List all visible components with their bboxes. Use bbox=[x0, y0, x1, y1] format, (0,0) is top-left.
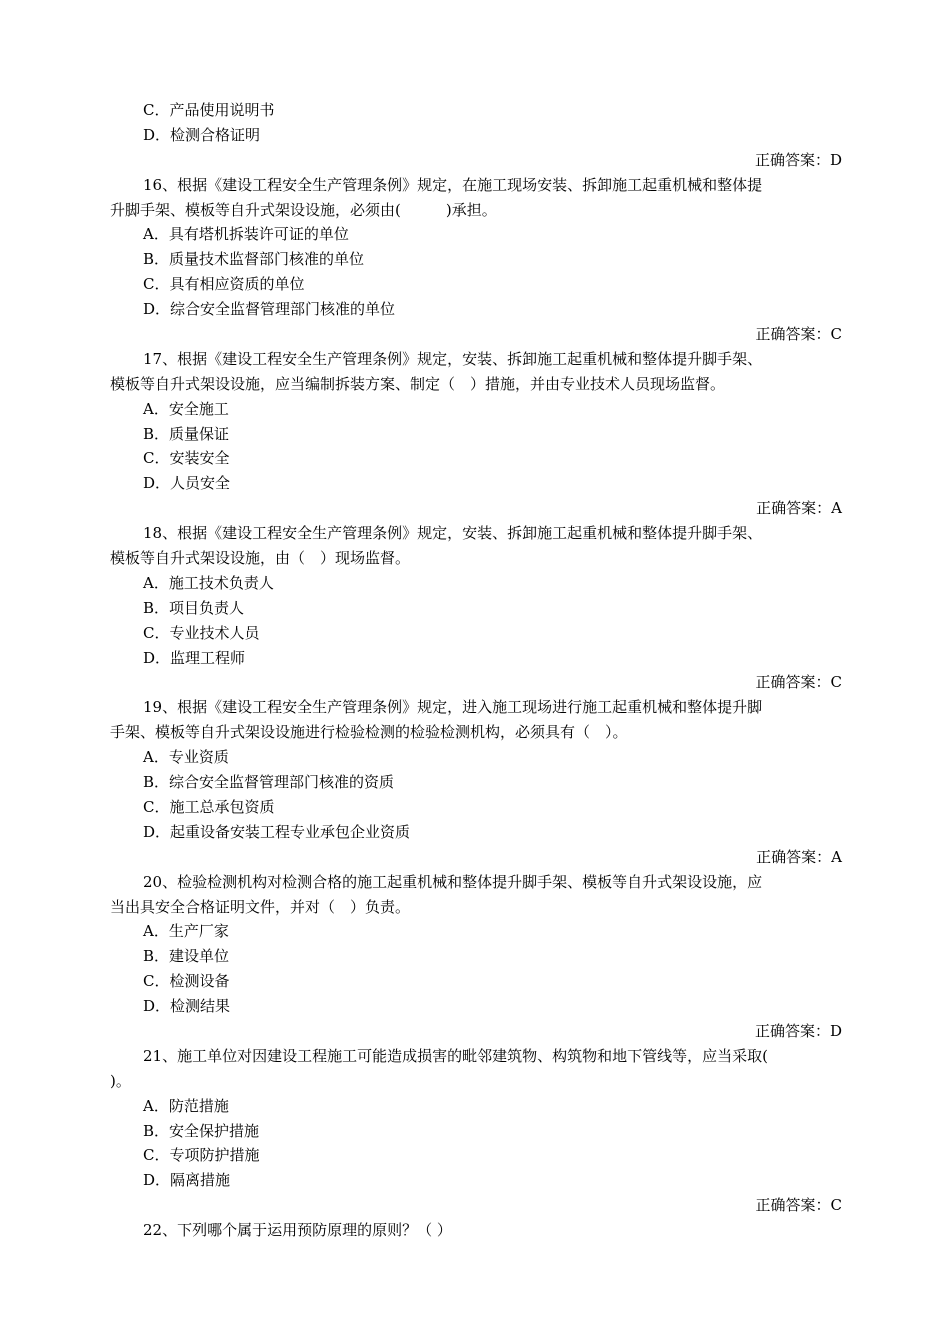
question-text: 22、下列哪个属于运用预防原理的原则？（ ） bbox=[143, 1221, 452, 1240]
correct-answer: 正确答案：D bbox=[754, 1021, 842, 1040]
answer-option: D．隔离措施 bbox=[143, 1171, 231, 1190]
question-text-continued: 模板等自升式架设设施，由（ ）现场监督。 bbox=[110, 549, 411, 568]
correct-answer: 正确答案：D bbox=[754, 150, 842, 169]
answer-option: B．安全保护措施 bbox=[143, 1121, 260, 1140]
question-text-continued: 模板等自升式架设设施，应当编制拆装方案、制定（ ）措施，并由专业技术人员现场监督。 bbox=[110, 374, 726, 393]
answer-option: C．安装安全 bbox=[143, 449, 230, 468]
answer-option: D．综合安全监督管理部门核准的单位 bbox=[143, 300, 396, 319]
answer-option: C．专项防护措施 bbox=[143, 1146, 260, 1165]
document-page bbox=[110, 98, 842, 1243]
question-text-continued: 手架、模板等自升式架设设施进行检验检测的检验检测机构，必须具有（ ）。 bbox=[110, 723, 628, 742]
answer-option: C．专业技术人员 bbox=[143, 623, 260, 642]
answer-option: C．产品使用说明书 bbox=[143, 101, 275, 119]
question-text: 18、根据《建设工程安全生产管理条例》规定，安装、拆卸施工起重机械和整体提升脚手架、 bbox=[143, 524, 763, 543]
answer-option: D．检测合格证明 bbox=[143, 125, 261, 144]
answer-option: A．防范措施 bbox=[143, 1096, 229, 1115]
answer-option: D．起重设备安装工程专业承包企业资质 bbox=[143, 822, 411, 841]
question-text: 19、根据《建设工程安全生产管理条例》规定，进入施工现场进行施工起重机械和整体提升脚 bbox=[143, 698, 763, 717]
question-text-continued: 当出具安全合格证明文件，并对（ ）负责。 bbox=[110, 897, 411, 916]
answer-option: A．专业资质 bbox=[143, 748, 229, 767]
correct-answer: 正确答案：A bbox=[756, 499, 842, 518]
answer-option: A．安全施工 bbox=[143, 399, 229, 418]
answer-option: A．具有塔机拆装许可证的单位 bbox=[143, 225, 349, 244]
question-text: 20、检验检测机构对检测合格的施工起重机械和整体提升脚手架、模板等自升式架设设施，应 bbox=[143, 872, 763, 891]
correct-answer: 正确答案：C bbox=[755, 325, 842, 344]
correct-answer: 正确答案：C bbox=[755, 673, 842, 692]
answer-option: B．项目负责人 bbox=[143, 598, 245, 617]
question-text: 17、根据《建设工程安全生产管理条例》规定，安装、拆卸施工起重机械和整体提升脚手架、 bbox=[143, 349, 763, 368]
answer-option: D．人员安全 bbox=[143, 474, 231, 493]
question-text-continued: 升脚手架、模板等自升式架设设施，必须由( )承担。 bbox=[110, 200, 497, 219]
answer-option: C．检测设备 bbox=[143, 972, 230, 991]
answer-option: B．综合安全监督管理部门核准的资质 bbox=[143, 773, 395, 792]
answer-option: B．建设单位 bbox=[143, 947, 230, 966]
question-text: 16、根据《建设工程安全生产管理条例》规定，在施工现场安装、拆卸施工起重机械和整体提 bbox=[143, 175, 763, 194]
question-text: 21、施工单位对因建设工程施工可能造成损害的毗邻建筑物、构筑物和地下管线等，应当采取( bbox=[143, 1046, 768, 1065]
correct-answer: 正确答案：A bbox=[756, 847, 842, 866]
answer-option: A．施工技术负责人 bbox=[143, 573, 274, 592]
answer-option: B．质量技术监督部门核准的单位 bbox=[143, 250, 365, 269]
answer-option: D．监理工程师 bbox=[143, 648, 246, 667]
answer-option: C．施工总承包资质 bbox=[143, 797, 275, 816]
question-text-continued: )。 bbox=[110, 1071, 131, 1090]
answer-option: D．检测结果 bbox=[143, 997, 231, 1016]
answer-option: A．生产厂家 bbox=[143, 922, 229, 941]
answer-option: C．具有相应资质的单位 bbox=[143, 275, 305, 294]
answer-option: B．质量保证 bbox=[143, 424, 230, 443]
correct-answer: 正确答案：C bbox=[755, 1196, 842, 1215]
